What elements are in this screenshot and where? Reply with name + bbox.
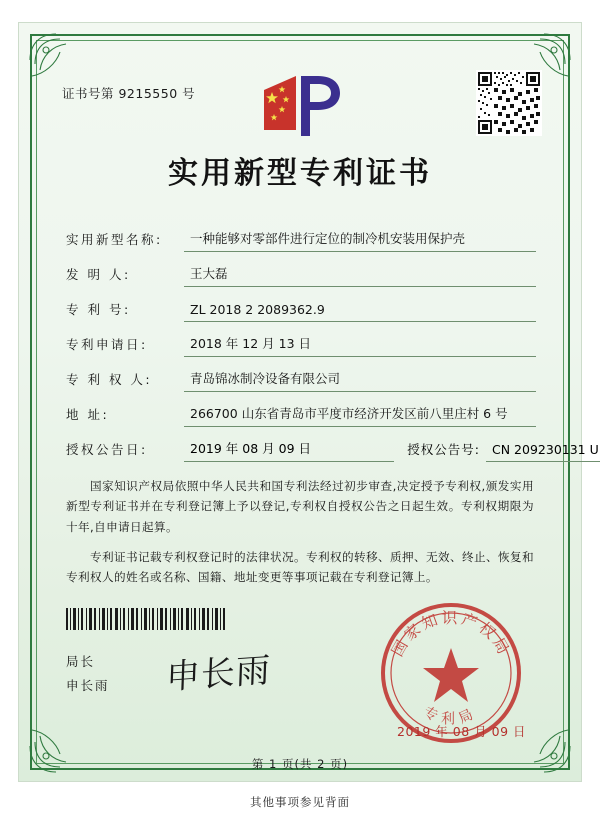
signature-labels	[66, 650, 110, 698]
signature-block	[66, 644, 366, 724]
field-value: 2018 年 12 月 13 日	[184, 334, 536, 357]
footnote: 其他事项参见背面	[250, 795, 350, 809]
svg-text:专利局: 专利局	[420, 704, 482, 728]
field-label: 发 明 人:	[66, 267, 131, 282]
certificate-number: 证书号第 9215550 号	[62, 86, 196, 101]
field-value: 266700 山东省青岛市平度市经济开发区前八里庄村 6 号	[184, 404, 536, 427]
legal-paragraph-2: 专利证书记载专利权登记时的法律状况。专利权的转移、质押、无效、终止、恢复和专利权人的姓名或名称、国籍、地址变更等事项记载在专利登记簿上。	[66, 549, 534, 585]
field-value: 一种能够对零部件进行定位的制冷机安装用保护壳	[184, 229, 536, 252]
field-application-date	[66, 327, 536, 357]
handwritten-signature: 申长雨	[165, 650, 272, 698]
seal-date: 2019 年 08 月 09 日	[397, 724, 526, 739]
field-value-grant-number: CN 209230131 U	[486, 442, 600, 462]
director-name-label: 申长雨	[66, 677, 110, 693]
field-label-grant-date: 授权公告日:	[66, 442, 148, 457]
field-patentee	[66, 362, 536, 392]
field-label: 专 利 号:	[66, 302, 131, 317]
cnipa-logo	[252, 70, 352, 142]
certificate-content	[52, 56, 599, 771]
field-label: 地 址:	[66, 407, 110, 422]
director-title-label: 局长	[66, 654, 96, 669]
field-label: 专利申请日:	[66, 337, 148, 352]
field-value: 青岛锦冰制冷设备有限公司	[184, 369, 536, 392]
svg-text:国家知识产权局: 国家知识产权局	[388, 609, 514, 660]
field-value: ZL 2018 2 2089362.9	[184, 302, 536, 322]
barcode	[66, 608, 226, 630]
field-value-grant-date: 2019 年 08 月 09 日	[184, 439, 394, 462]
page-title: 实用新型专利证书	[168, 156, 432, 191]
field-label: 专 利 权 人:	[66, 372, 153, 387]
field-list	[52, 222, 599, 462]
field-label: 实用新型名称:	[66, 232, 163, 247]
page-indicator: 第 1 页(共 2 页)	[251, 757, 349, 771]
field-label-grant-number: 授权公告号:	[407, 442, 480, 457]
qr-code	[476, 70, 542, 136]
header-row	[52, 56, 548, 142]
field-grant-announcement	[66, 432, 599, 462]
field-address	[66, 397, 536, 427]
field-utility-model-name	[66, 222, 536, 252]
legal-paragraph-1: 国家知识产权局依照中华人民共和国专利法经过初步审查,决定授予专利权,颁发实用新型专利证书并在专利登记簿上予以登记,专利权自授权公告之日起生效。专利权期限为十年,自申请日起算。	[66, 479, 534, 534]
field-inventor	[66, 257, 536, 287]
field-value: 王大磊	[184, 264, 536, 287]
field-patent-number	[66, 292, 536, 322]
